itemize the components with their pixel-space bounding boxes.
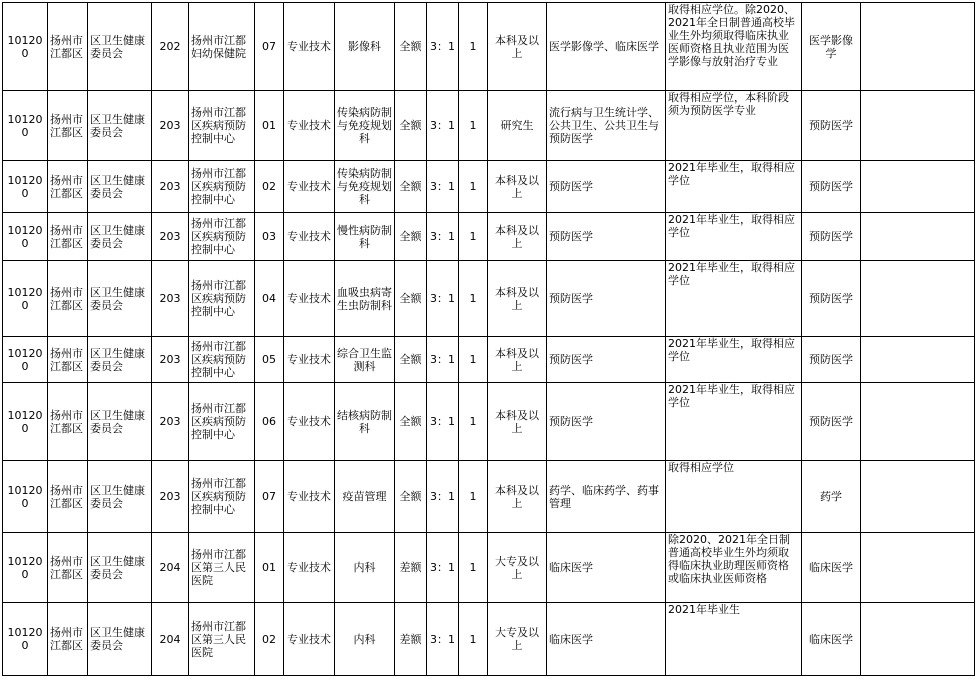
- unit-code-cell: 203: [152, 337, 189, 383]
- headcount-cell: 1: [459, 337, 488, 383]
- unit-code-cell: 203: [152, 161, 189, 213]
- note-cell: [861, 3, 975, 91]
- note-cell: [861, 533, 975, 603]
- exam-ratio-cell: 3：1: [427, 533, 459, 603]
- region-cell: 扬州市江都区: [48, 91, 88, 161]
- major-cell: 预防医学: [547, 161, 666, 213]
- major-cell: 医学影像学、临床医学: [547, 3, 666, 91]
- unit-name-cell: 扬州市江都区第三人民医院: [189, 533, 255, 603]
- post-name-cell: 综合卫生监测科: [335, 337, 395, 383]
- position-code-cell: 101200: [3, 603, 48, 676]
- unit-name-cell: 扬州市江都区疾病预防控制中心: [189, 261, 255, 337]
- post-name-cell: 影像科: [335, 3, 395, 91]
- exam-ratio-cell: 3：1: [427, 383, 459, 461]
- post-name-cell: 内科: [335, 533, 395, 603]
- post-type-cell: 专业技术: [284, 603, 335, 676]
- note-cell: [861, 261, 975, 337]
- post-code-cell: 04: [255, 261, 284, 337]
- department-cell: 区卫生健康委员会: [88, 533, 152, 603]
- exam-subject-cell: 预防医学: [802, 383, 861, 461]
- unit-code-cell: 203: [152, 261, 189, 337]
- headcount-cell: 1: [459, 533, 488, 603]
- education-cell: 本科及以上: [488, 3, 547, 91]
- region-cell: 扬州市江都区: [48, 161, 88, 213]
- exam-ratio-cell: 3：1: [427, 91, 459, 161]
- major-cell: 预防医学: [547, 383, 666, 461]
- post-name-cell: 慢性病防制科: [335, 213, 395, 261]
- unit-name-cell: 扬州市江都区疾病预防控制中心: [189, 161, 255, 213]
- unit-code-cell: 204: [152, 603, 189, 676]
- exam-subject-cell: 预防医学: [802, 213, 861, 261]
- table-row: [3, 337, 975, 383]
- major-cell: 临床医学: [547, 533, 666, 603]
- post-type-cell: 专业技术: [284, 161, 335, 213]
- unit-code-cell: 203: [152, 461, 189, 533]
- headcount-cell: 1: [459, 461, 488, 533]
- headcount-cell: 1: [459, 261, 488, 337]
- major-cell: 预防医学: [547, 213, 666, 261]
- region-cell: 扬州市江都区: [48, 461, 88, 533]
- unit-name-cell: 扬州市江都区第三人民医院: [189, 603, 255, 676]
- position-code-cell: 101200: [3, 533, 48, 603]
- unit-code-cell: 203: [152, 213, 189, 261]
- unit-name-cell: 扬州市江都区疾病预防控制中心: [189, 91, 255, 161]
- position-code-cell: 101200: [3, 337, 48, 383]
- note-cell: [861, 337, 975, 383]
- funding-cell: 全额: [395, 213, 427, 261]
- table-row: [3, 91, 975, 161]
- position-code-cell: 101200: [3, 3, 48, 91]
- headcount-cell: 1: [459, 213, 488, 261]
- funding-cell: 差额: [395, 533, 427, 603]
- headcount-cell: 1: [459, 3, 488, 91]
- exam-subject-cell: 临床医学: [802, 533, 861, 603]
- post-name-cell: 内科: [335, 603, 395, 676]
- funding-cell: 全额: [395, 261, 427, 337]
- table-row: [3, 461, 975, 533]
- region-cell: 扬州市江都区: [48, 213, 88, 261]
- exam-subject-cell: 医学影像学: [802, 3, 861, 91]
- post-type-cell: 专业技术: [284, 337, 335, 383]
- funding-cell: 全额: [395, 337, 427, 383]
- other-requirements-cell: 2021年毕业生，取得相应学位: [666, 383, 802, 461]
- other-requirements-cell: 2021年毕业生，取得相应学位: [666, 213, 802, 261]
- funding-cell: 差额: [395, 603, 427, 676]
- region-cell: 扬州市江都区: [48, 261, 88, 337]
- unit-name-cell: 扬州市江都区疾病预防控制中心: [189, 337, 255, 383]
- table-row: [3, 161, 975, 213]
- funding-cell: 全额: [395, 91, 427, 161]
- post-code-cell: 02: [255, 603, 284, 676]
- major-cell: 临床医学: [547, 603, 666, 676]
- unit-code-cell: 204: [152, 533, 189, 603]
- other-requirements-cell: 2021年毕业生: [666, 603, 802, 676]
- table-row: [3, 383, 975, 461]
- position-code-cell: 101200: [3, 261, 48, 337]
- department-cell: 区卫生健康委员会: [88, 461, 152, 533]
- recruitment-table: [2, 2, 975, 676]
- education-cell: 本科及以上: [488, 337, 547, 383]
- department-cell: 区卫生健康委员会: [88, 603, 152, 676]
- exam-subject-cell: 预防医学: [802, 91, 861, 161]
- post-code-cell: 07: [255, 461, 284, 533]
- table-row: [3, 603, 975, 676]
- post-type-cell: 专业技术: [284, 261, 335, 337]
- region-cell: 扬州市江都区: [48, 3, 88, 91]
- table-body: [3, 3, 975, 676]
- post-name-cell: 传染病防制与免疫规划科: [335, 91, 395, 161]
- exam-ratio-cell: 3：1: [427, 603, 459, 676]
- exam-ratio-cell: 3：1: [427, 261, 459, 337]
- education-cell: 本科及以上: [488, 383, 547, 461]
- exam-ratio-cell: 3：1: [427, 337, 459, 383]
- department-cell: 区卫生健康委员会: [88, 213, 152, 261]
- region-cell: 扬州市江都区: [48, 337, 88, 383]
- department-cell: 区卫生健康委员会: [88, 91, 152, 161]
- major-cell: 预防医学: [547, 337, 666, 383]
- table-row: [3, 3, 975, 91]
- region-cell: 扬州市江都区: [48, 383, 88, 461]
- department-cell: 区卫生健康委员会: [88, 3, 152, 91]
- headcount-cell: 1: [459, 161, 488, 213]
- post-name-cell: 传染病防制与免疫规划科: [335, 161, 395, 213]
- note-cell: [861, 213, 975, 261]
- funding-cell: 全额: [395, 3, 427, 91]
- note-cell: [861, 161, 975, 213]
- major-cell: 预防医学: [547, 261, 666, 337]
- exam-subject-cell: 预防医学: [802, 161, 861, 213]
- note-cell: [861, 91, 975, 161]
- note-cell: [861, 603, 975, 676]
- exam-ratio-cell: 3：1: [427, 213, 459, 261]
- major-cell: 药学、临床药学、药事管理: [547, 461, 666, 533]
- other-requirements-cell: 取得相应学位。除2020、2021年全日制普通高校毕业生外均须取得临床执业医师资格且执业范围为医学影像与放射治疗专业: [666, 3, 802, 91]
- post-type-cell: 专业技术: [284, 213, 335, 261]
- post-code-cell: 01: [255, 91, 284, 161]
- unit-name-cell: 扬州市江都妇幼保健院: [189, 3, 255, 91]
- post-code-cell: 07: [255, 3, 284, 91]
- education-cell: 本科及以上: [488, 261, 547, 337]
- other-requirements-cell: 2021年毕业生，取得相应学位: [666, 161, 802, 213]
- education-cell: 本科及以上: [488, 213, 547, 261]
- other-requirements-cell: 2021年毕业生，取得相应学位: [666, 337, 802, 383]
- position-code-cell: 101200: [3, 91, 48, 161]
- exam-subject-cell: 临床医学: [802, 603, 861, 676]
- table-row: [3, 261, 975, 337]
- department-cell: 区卫生健康委员会: [88, 161, 152, 213]
- position-code-cell: 101200: [3, 161, 48, 213]
- post-type-cell: 专业技术: [284, 3, 335, 91]
- position-code-cell: 101200: [3, 213, 48, 261]
- education-cell: 研究生: [488, 91, 547, 161]
- table-row: [3, 213, 975, 261]
- other-requirements-cell: 除2020、2021年全日制普通高校毕业生外均须取得临床执业助理医师资格或临床执业医师资格: [666, 533, 802, 603]
- region-cell: 扬州市江都区: [48, 533, 88, 603]
- exam-ratio-cell: 3：1: [427, 461, 459, 533]
- post-name-cell: 血吸虫病寄生虫防制科: [335, 261, 395, 337]
- post-code-cell: 06: [255, 383, 284, 461]
- education-cell: 本科及以上: [488, 161, 547, 213]
- region-cell: 扬州市江都区: [48, 603, 88, 676]
- position-code-cell: 101200: [3, 461, 48, 533]
- headcount-cell: 1: [459, 383, 488, 461]
- funding-cell: 全额: [395, 461, 427, 533]
- post-name-cell: 疫苗管理: [335, 461, 395, 533]
- position-code-cell: 101200: [3, 383, 48, 461]
- major-cell: 流行病与卫生统计学、公共卫生、公共卫生与预防医学: [547, 91, 666, 161]
- education-cell: 大专及以上: [488, 603, 547, 676]
- post-name-cell: 结核病防制科: [335, 383, 395, 461]
- education-cell: 本科及以上: [488, 461, 547, 533]
- note-cell: [861, 383, 975, 461]
- post-type-cell: 专业技术: [284, 461, 335, 533]
- unit-code-cell: 203: [152, 383, 189, 461]
- exam-subject-cell: 药学: [802, 461, 861, 533]
- post-type-cell: 专业技术: [284, 533, 335, 603]
- post-code-cell: 01: [255, 533, 284, 603]
- unit-name-cell: 扬州市江都区疾病预防控制中心: [189, 383, 255, 461]
- post-code-cell: 05: [255, 337, 284, 383]
- exam-subject-cell: 预防医学: [802, 261, 861, 337]
- department-cell: 区卫生健康委员会: [88, 337, 152, 383]
- other-requirements-cell: 取得相应学位: [666, 461, 802, 533]
- headcount-cell: 1: [459, 91, 488, 161]
- other-requirements-cell: 2021年毕业生，取得相应学位: [666, 261, 802, 337]
- unit-name-cell: 扬州市江都区疾病预防控制中心: [189, 461, 255, 533]
- education-cell: 大专及以上: [488, 533, 547, 603]
- headcount-cell: 1: [459, 603, 488, 676]
- post-type-cell: 专业技术: [284, 91, 335, 161]
- unit-name-cell: 扬州市江都区疾病预防控制中心: [189, 213, 255, 261]
- exam-ratio-cell: 3：1: [427, 3, 459, 91]
- funding-cell: 全额: [395, 383, 427, 461]
- other-requirements-cell: 取得相应学位，本科阶段须为预防医学专业: [666, 91, 802, 161]
- exam-subject-cell: 预防医学: [802, 337, 861, 383]
- department-cell: 区卫生健康委员会: [88, 261, 152, 337]
- post-type-cell: 专业技术: [284, 383, 335, 461]
- post-code-cell: 03: [255, 213, 284, 261]
- post-code-cell: 02: [255, 161, 284, 213]
- funding-cell: 全额: [395, 161, 427, 213]
- unit-code-cell: 202: [152, 3, 189, 91]
- exam-ratio-cell: 3：1: [427, 161, 459, 213]
- unit-code-cell: 203: [152, 91, 189, 161]
- table-row: [3, 533, 975, 603]
- department-cell: 区卫生健康委员会: [88, 383, 152, 461]
- note-cell: [861, 461, 975, 533]
